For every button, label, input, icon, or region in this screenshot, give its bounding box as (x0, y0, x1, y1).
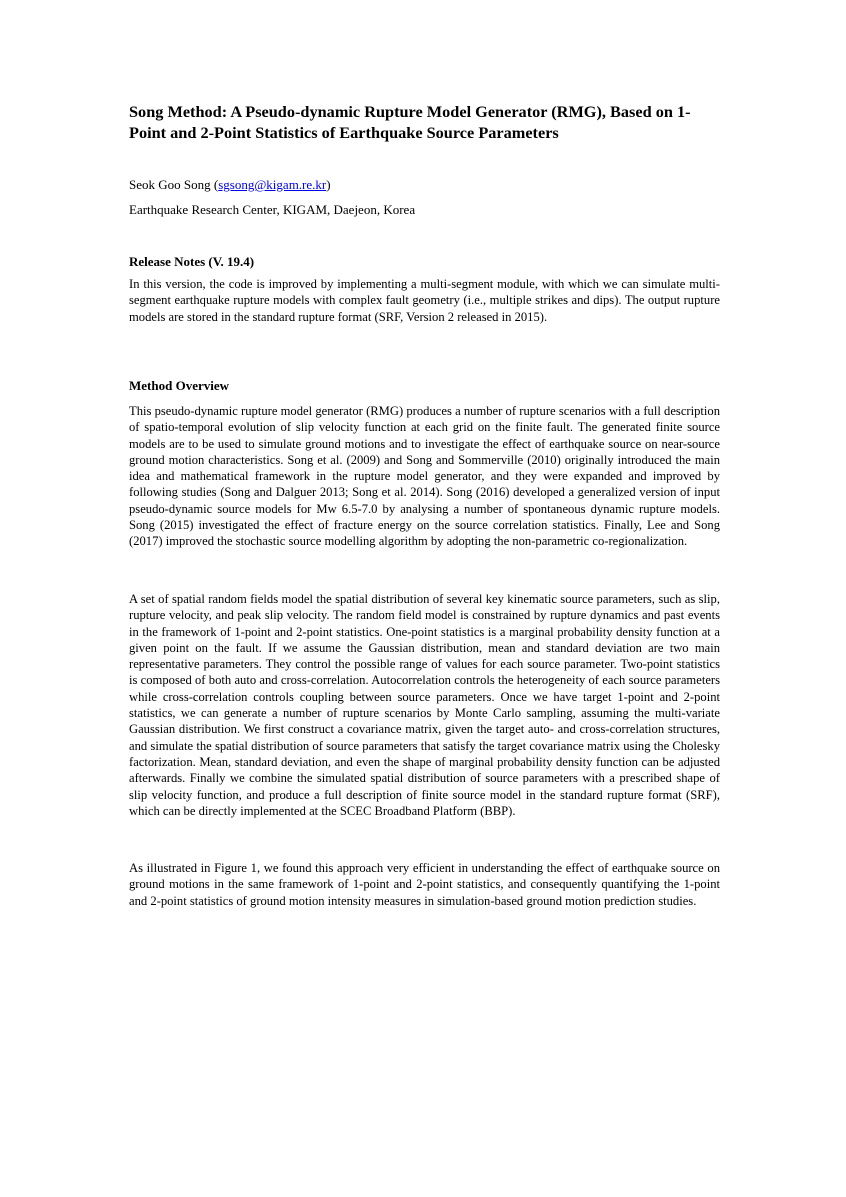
author-name: Seok Goo Song (129, 177, 211, 192)
document-title: Song Method: A Pseudo-dynamic Rupture Model Generator (RMG), Based on 1-Point and 2-Point Statistics of Earthquake Source Parameters (129, 102, 691, 142)
method-overview-paragraph-1: This pseudo-dynamic rupture model generator (RMG) produces a number of rupture scenarios with a full description of spatio-temporal evolution of slip velocity function at each grid on the finite fault. The generated finite source models are to be used to simulate ground motions and to investigate the effect of earthquake source on near-source ground motion characteristics. Song et al. (2009) and Song and Sommerville (2010) originally introduced the main idea and mathematical framework in the rupture model generator, and they were expanded and improved by following studies (Song and Dalguer 2013; Song et al. 2014). Song (2016) developed a generalized version of input pseudo-dynamic source models for Mw 6.5-7.0 by analysing a number of spontaneous dynamic rupture models. Song (2015) investigated the effect of fracture energy on the source correlation statistics. Finally, Lee and Song (2017) improved the stochastic source modelling algorithm by adopting the non-parametric co-regionalization. (129, 404, 720, 549)
method-overview-heading: Method Overview (129, 378, 230, 393)
author-paren-close: ) (326, 177, 331, 192)
author-paren-open: ( (210, 177, 219, 192)
release-notes-paragraph: In this version, the code is improved by implementing a multi-segment module, with which we can simulate multi-segment earthquake rupture models with complex fault geometry (i.e., multiple strikes and dips). The output rupture models are stored in the standard rupture format (SRF, Version 2 released in 2015). (129, 277, 720, 324)
method-overview-paragraph-2: A set of spatial random fields model the spatial distribution of several key kinematic source parameters, such as slip, rupture velocity, and peak slip velocity. The random field model is constrained by rupture dynamics and past events in the framework of 1-point and 2-point statistics. One-point statistics is a marginal probability density function at a given point on the fault. If we assume the Gaussian distribution, mean and standard deviation are two main representative parameters. They control the possible range of values for each source parameter. Two-point statistics is composed of both auto and cross-correlation. Autocorrelation controls the heterogeneity of each source parameters while cross-correlation controls coupling between source parameters. Once we have target 1-point and 2-point statistics, we can generate a number of rupture scenarios by Monte Carlo sampling, assuming the multi-variate Gaussian distribution. We first construct a covariance matrix, given the target auto- and cross-correlation structures, and simulate the spatial distribution of source parameters that satisfy the target covariance matrix using the Cholesky factorization. Mean, standard deviation, and even the shape of marginal probability density function can be adjusted afterwards. Finally we combine the simulated spatial distribution of source parameters with a prescribed shape of slip velocity function, and produce a full description of finite source model in the standard rupture format (SRF), which can be directly implemented at the SCEC Broadband Platform (BBP). (129, 592, 720, 818)
author-email-link[interactable]: sgsong@kigam.re.kr (218, 177, 327, 192)
release-notes-heading: Release Notes (V. 19.4) (129, 254, 255, 269)
author-affiliation: Earthquake Research Center, KIGAM, Daejeon, Korea (129, 202, 416, 217)
author-line (129, 176, 331, 193)
method-overview-paragraph-3: As illustrated in Figure 1, we found this approach very efficient in understanding the effect of earthquake source on ground motions in the same framework of 1-point and 2-point statistics, and consequently quantifying the 1-point and 2-point statistics of ground motion intensity measures in simulation-based ground motion prediction studies. (129, 861, 720, 908)
